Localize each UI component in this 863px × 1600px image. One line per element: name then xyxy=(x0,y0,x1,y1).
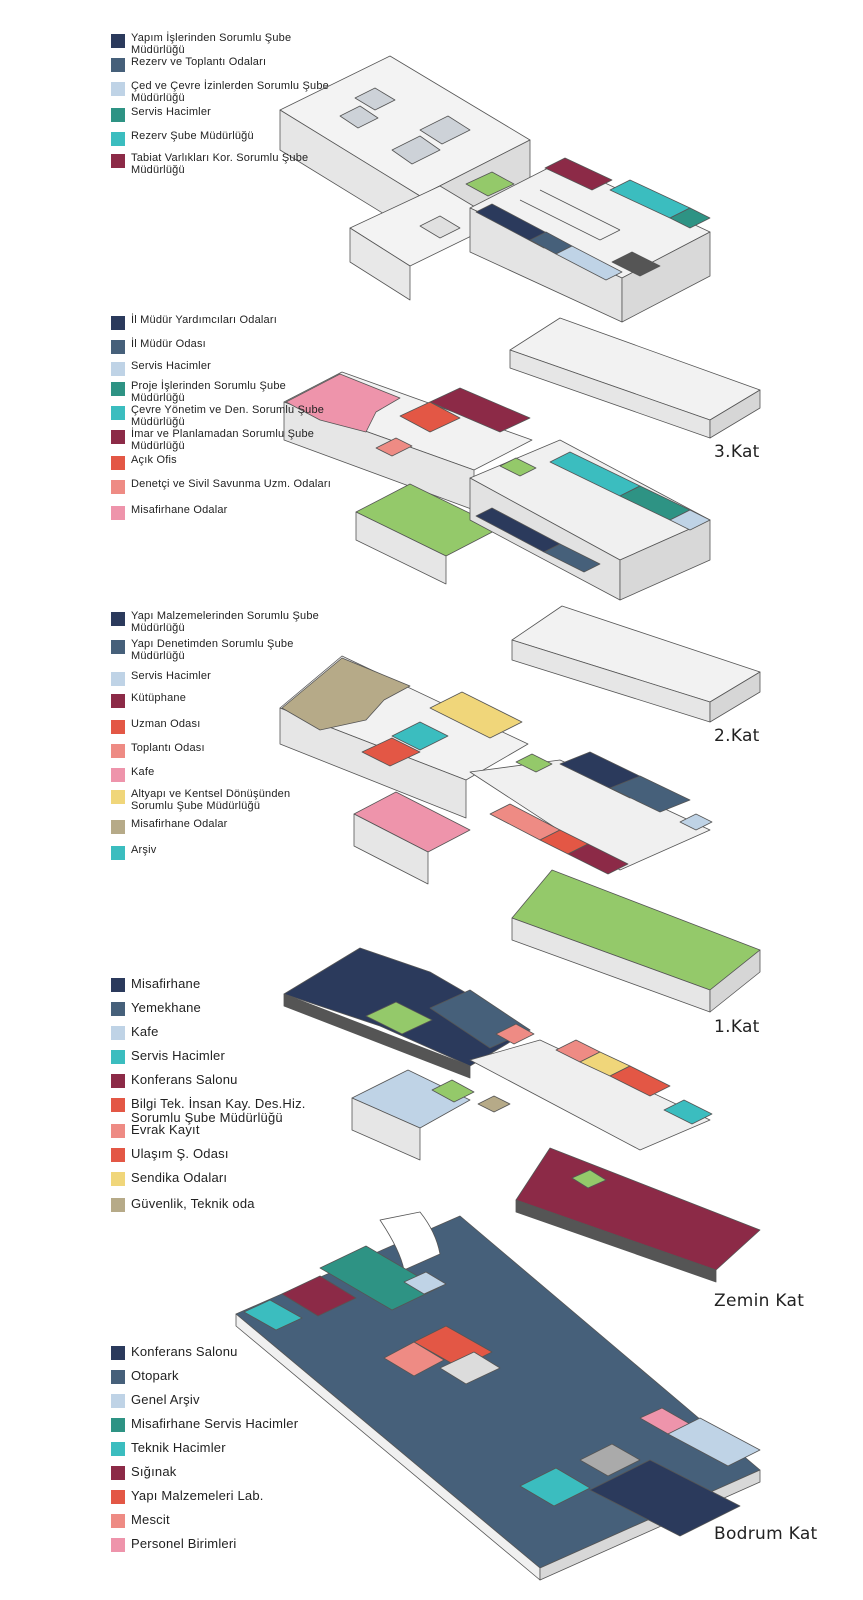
floor-label-zemin: Zemin Kat xyxy=(714,1291,805,1311)
legend-swatch xyxy=(111,1074,125,1088)
legend-swatch xyxy=(111,694,125,708)
legend-label: Uzman Odası xyxy=(131,718,201,730)
legend-swatch xyxy=(111,1538,125,1552)
legend-label: Konferans Salonu xyxy=(131,1072,238,1087)
legend-swatch xyxy=(111,720,125,734)
legend-swatch xyxy=(111,640,125,654)
legend-swatch xyxy=(111,108,125,122)
legend-label: Servis Hacimler xyxy=(131,1048,226,1063)
legend-label: Tabiat Varlıkları Kor. Sorumlu Şube Müdürlüğü xyxy=(131,152,309,176)
legend-label: İl Müdür Odası xyxy=(131,338,206,350)
legend-label: Mescit xyxy=(131,1512,170,1527)
legend-swatch xyxy=(111,316,125,330)
legend-label: Altyapı ve Kentsel Dönüşünden Sorumlu Şube Müdürlüğü xyxy=(131,788,291,812)
legend-label: Arşiv xyxy=(131,844,157,856)
legend-swatch xyxy=(111,1370,125,1384)
legend-swatch xyxy=(111,480,125,494)
legend-swatch xyxy=(111,1124,125,1138)
legend-swatch xyxy=(111,1346,125,1360)
legend-label: Rezerv Şube Müdürlüğü xyxy=(131,130,254,142)
legend-swatch xyxy=(111,1442,125,1456)
legend-swatch xyxy=(111,362,125,376)
legend-label: Servis Hacimler xyxy=(131,360,212,372)
legend-swatch xyxy=(111,1050,125,1064)
legend-label: Servis Hacimler xyxy=(131,670,212,682)
legend-label: Kafe xyxy=(131,766,155,778)
legend-swatch xyxy=(111,790,125,804)
legend-label: Toplantı Odası xyxy=(131,742,205,754)
legend-label: Konferans Salonu xyxy=(131,1344,238,1359)
legend-label: Güvenlik, Teknik oda xyxy=(131,1196,255,1211)
legend-swatch xyxy=(111,612,125,626)
legend-swatch xyxy=(111,1198,125,1212)
legend-label: Misafirhane Servis Hacimler xyxy=(131,1416,299,1431)
legend-swatch xyxy=(111,1418,125,1432)
legend-swatch xyxy=(111,154,125,168)
legend-swatch xyxy=(111,506,125,520)
legend-label: Yemekhane xyxy=(131,1000,201,1015)
legend-label: Çevre Yönetim ve Den. Sorumlu Şube Müdürlüğü xyxy=(131,404,325,428)
legend-label: Teknik Hacimler xyxy=(131,1440,226,1455)
legend-label: Ulaşım Ş. Odası xyxy=(131,1146,229,1161)
legend-label: Çed ve Çevre İzinlerden Sorumlu Şube Müdürlüğü xyxy=(131,80,329,104)
legend-swatch xyxy=(111,1466,125,1480)
legend-label: İmar ve Planlamadan Sorumlu Şube Müdürlüğü xyxy=(131,428,315,452)
legend-label: Kafe xyxy=(131,1024,159,1039)
legend-label: Evrak Kayıt xyxy=(131,1122,200,1137)
floor-label-kat1: 1.Kat xyxy=(714,1017,760,1037)
legend-label: Sığınak xyxy=(131,1464,177,1479)
floor-label-kat2: 2.Kat xyxy=(714,726,760,746)
legend-label: Yapı Malzemelerinden Sorumlu Şube Müdürlüğü xyxy=(131,610,319,634)
legend-swatch xyxy=(111,978,125,992)
legend-swatch xyxy=(111,340,125,354)
legend-swatch xyxy=(111,34,125,48)
legend-label: Otopark xyxy=(131,1368,179,1383)
legend-swatch xyxy=(111,744,125,758)
floor-label-bodrum: Bodrum Kat xyxy=(714,1524,818,1544)
legend-label: Denetçi ve Sivil Savunma Uzm. Odaları xyxy=(131,478,331,490)
legend-swatch xyxy=(111,456,125,470)
legend-label: Rezerv ve Toplantı Odaları xyxy=(131,56,267,68)
legend-swatch xyxy=(111,1490,125,1504)
legend-label: Genel Arşiv xyxy=(131,1392,200,1407)
legend-swatch xyxy=(111,58,125,72)
legend-swatch xyxy=(111,820,125,834)
legend-label: Yapı Malzemeleri Lab. xyxy=(131,1488,264,1503)
legend-label: Yapı Denetimden Sorumlu Şube Müdürlüğü xyxy=(131,638,294,662)
floor-label-kat3: 3.Kat xyxy=(714,442,760,462)
legend-label: Bilgi Tek. İnsan Kay. Des.Hiz. Sorumlu Şube Müdürlüğü xyxy=(131,1096,306,1125)
legend-swatch xyxy=(111,430,125,444)
legend-swatch xyxy=(111,846,125,860)
legend-label: Kütüphane xyxy=(131,692,187,704)
legend-swatch xyxy=(111,82,125,96)
legend-label: Açık Ofis xyxy=(131,454,177,466)
legend-swatch xyxy=(111,382,125,396)
legend-swatch xyxy=(111,1026,125,1040)
legend-label: Yapım İşlerinden Sorumlu Şube Müdürlüğü xyxy=(131,32,292,56)
legend-swatch xyxy=(111,1172,125,1186)
legend-label: Servis Hacimler xyxy=(131,106,212,118)
legend-swatch xyxy=(111,132,125,146)
legend-swatch xyxy=(111,406,125,420)
legend-label: Misafirhane xyxy=(131,976,201,991)
legend-label: Proje İşlerinden Sorumlu Şube Müdürlüğü xyxy=(131,380,286,404)
legend-swatch xyxy=(111,1148,125,1162)
legend-swatch xyxy=(111,1514,125,1528)
legend-label: İl Müdür Yardımcıları Odaları xyxy=(131,314,277,326)
legend-label: Personel Birimleri xyxy=(131,1536,237,1551)
legend-swatch xyxy=(111,672,125,686)
legend-swatch xyxy=(111,768,125,782)
legend-swatch xyxy=(111,1002,125,1016)
legend-label: Misafirhane Odalar xyxy=(131,818,228,830)
legend-label: Sendika Odaları xyxy=(131,1170,228,1185)
kat1-guvenlik xyxy=(478,1096,510,1112)
legend-swatch xyxy=(111,1098,125,1112)
legend-swatch xyxy=(111,1394,125,1408)
legend-label: Misafirhane Odalar xyxy=(131,504,228,516)
